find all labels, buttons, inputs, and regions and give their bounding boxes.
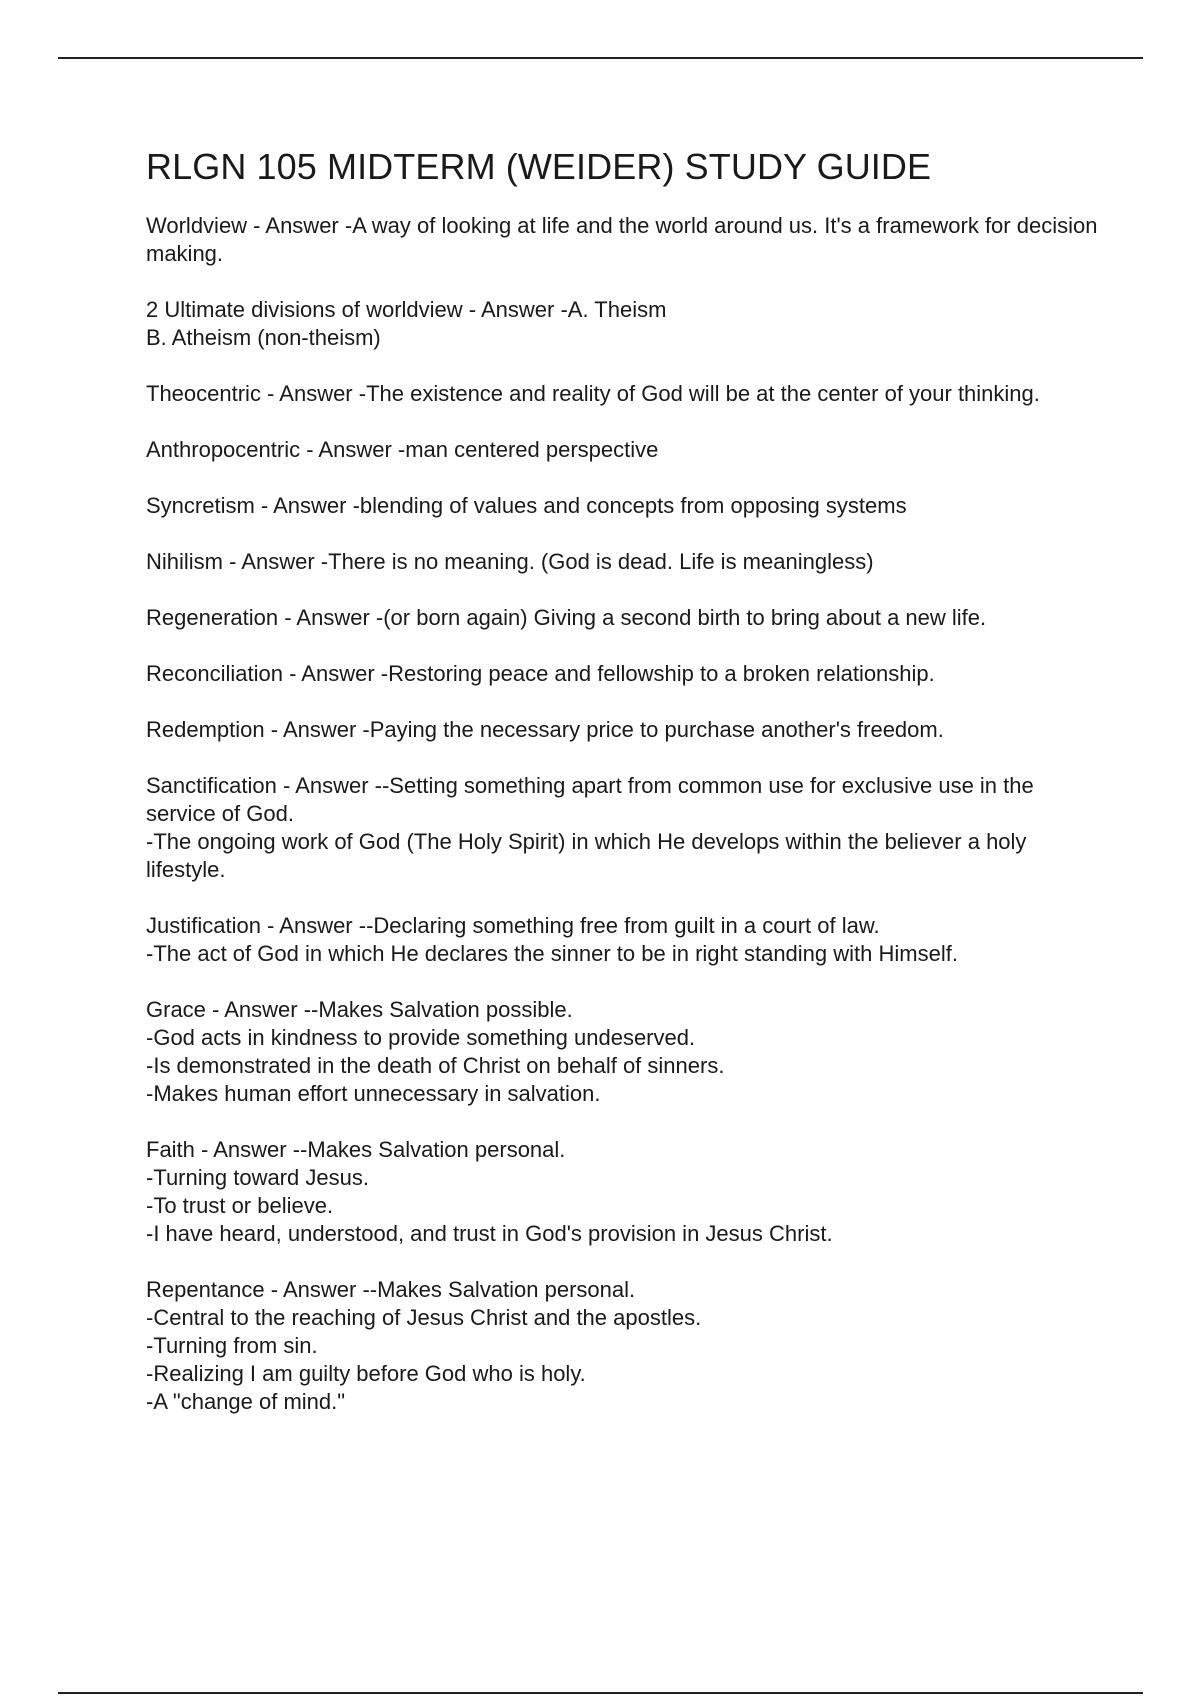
entry-redemption	[146, 716, 1106, 744]
entry-line: -Realizing I am guilty before God who is holy.	[146, 1361, 586, 1386]
entry-line: B. Atheism (non-theism)	[146, 325, 381, 350]
entry-theocentric	[146, 380, 1106, 408]
entry-line: Theocentric - Answer -The existence and reality of God will be at the center of your thinking.	[146, 381, 1040, 406]
entry-justification	[146, 912, 1106, 968]
entry-line: Syncretism - Answer -blending of values and concepts from opposing systems	[146, 493, 907, 518]
entry-line: Grace - Answer --Makes Salvation possible.	[146, 997, 573, 1022]
entry-line: Anthropocentric - Answer -man centered perspective	[146, 437, 659, 462]
entry-line: Repentance - Answer --Makes Salvation personal.	[146, 1277, 636, 1302]
entry-line: Justification - Answer --Declaring something free from guilt in a court of law.	[146, 913, 880, 938]
entry-line: -The act of God in which He declares the sinner to be in right standing with Himself.	[146, 941, 958, 966]
entry-line: Regeneration - Answer -(or born again) Giving a second birth to bring about a new life.	[146, 605, 987, 630]
entry-sanctification	[146, 772, 1106, 884]
entry-anthropocentric	[146, 436, 1106, 464]
entry-worldview	[146, 212, 1106, 268]
entry-faith	[146, 1136, 1106, 1248]
entry-line: -Makes human effort unnecessary in salvation.	[146, 1081, 601, 1106]
entry-line: -A "change of mind."	[146, 1389, 346, 1414]
entry-line: -Turning toward Jesus.	[146, 1165, 369, 1190]
entry-grace	[146, 996, 1106, 1108]
entry-line: -The ongoing work of God (The Holy Spirit) in which He develops within the believer a holy lifestyle.	[146, 829, 1027, 882]
entry-repentance	[146, 1276, 1106, 1416]
entry-line: -Turning from sin.	[146, 1333, 318, 1358]
entry-line: Worldview - Answer -A way of looking at life and the world around us. It's a framework for decision making.	[146, 213, 1098, 266]
bottom-rule	[58, 1692, 1143, 1694]
entry-regeneration	[146, 604, 1106, 632]
document-page	[146, 145, 1106, 1444]
entry-line: Faith - Answer --Makes Salvation personal.	[146, 1137, 566, 1162]
entry-reconciliation	[146, 660, 1106, 688]
entry-line: Sanctification - Answer --Setting something apart from common use for exclusive use in the service of God.	[146, 773, 1034, 826]
entry-syncretism	[146, 492, 1106, 520]
entry-line: 2 Ultimate divisions of worldview - Answer -A. Theism	[146, 297, 667, 322]
entry-ultimate-divisions	[146, 296, 1106, 352]
entry-line: Nihilism - Answer -There is no meaning. (God is dead. Life is meaningless)	[146, 549, 874, 574]
entry-nihilism	[146, 548, 1106, 576]
page-title: RLGN 105 MIDTERM (WEIDER) STUDY GUIDE	[146, 146, 932, 187]
entry-line: -Is demonstrated in the death of Christ on behalf of sinners.	[146, 1053, 725, 1078]
entry-line: -God acts in kindness to provide something undeserved.	[146, 1025, 696, 1050]
entry-line: Reconciliation - Answer -Restoring peace and fellowship to a broken relationship.	[146, 661, 935, 686]
entry-line: -Central to the reaching of Jesus Christ and the apostles.	[146, 1305, 702, 1330]
entry-line: -To trust or believe.	[146, 1193, 334, 1218]
top-rule	[58, 57, 1143, 59]
entry-line: -I have heard, understood, and trust in God's provision in Jesus Christ.	[146, 1221, 833, 1246]
entry-line: Redemption - Answer -Paying the necessary price to purchase another's freedom.	[146, 717, 944, 742]
